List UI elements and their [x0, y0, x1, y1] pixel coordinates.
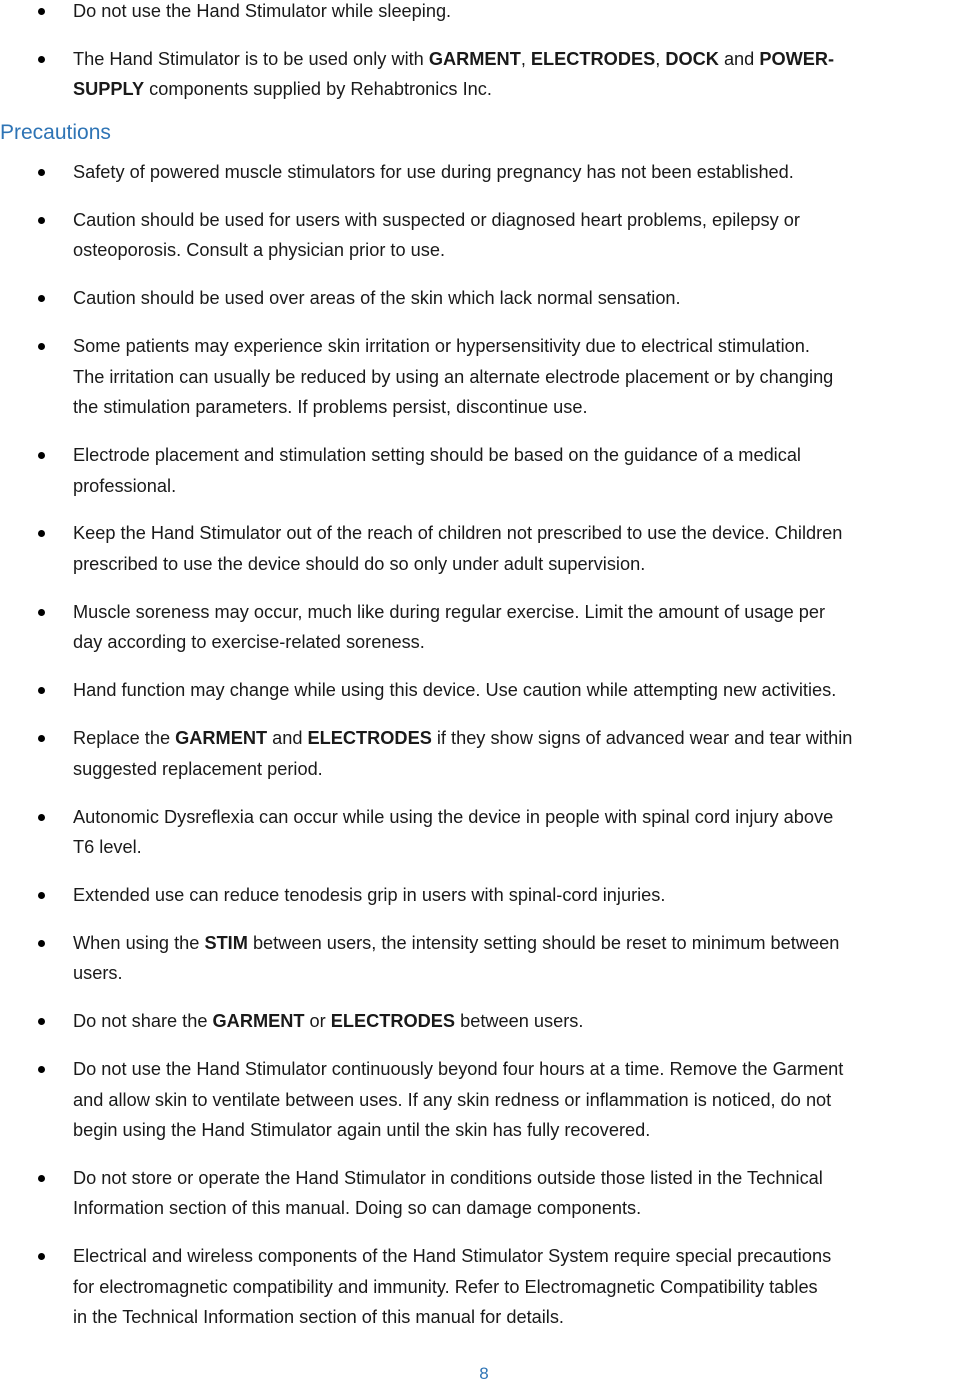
list-text: Muscle soreness may occur, much like during regular exercise. Limit the amount of usage per	[73, 601, 826, 622]
bold-term: ELECTRODES	[330, 1011, 456, 1032]
list-text: and	[718, 48, 760, 69]
bold-term: POWER-	[759, 48, 835, 69]
list-item	[0, 675, 968, 706]
list-text: and allow skin to ventilate between uses. If any skin redness or inflammation is noticed, do not	[73, 1089, 832, 1110]
bold-term: GARMENT	[428, 48, 521, 69]
list-text: Do not store or operate the Hand Stimulator in conditions outside those listed in the Technical	[73, 1167, 823, 1188]
bold-term: DOCK	[665, 48, 719, 69]
bullet-icon	[38, 295, 45, 302]
list-text: The irritation can usually be reduced by using an alternate electrode placement or by changing	[73, 366, 834, 387]
list-text: between users.	[455, 1011, 584, 1032]
page-number: 8	[479, 1364, 489, 1383]
list-item	[0, 723, 968, 784]
bullet-icon	[38, 530, 45, 537]
bullet-icon	[38, 343, 45, 350]
list-item	[0, 880, 968, 911]
list-text: Keep the Hand Stimulator out of the reach of children not prescribed to use the device. Children	[73, 523, 843, 544]
list-text: the stimulation parameters. If problems persist, discontinue use.	[73, 397, 588, 418]
list-text: Extended use can reduce tenodesis grip in users with spinal-cord injuries.	[73, 884, 666, 905]
list-text: suggested replacement period.	[73, 758, 323, 779]
list-text: Replace the	[73, 728, 176, 749]
list-item	[0, 44, 968, 105]
list-text: Safety of powered muscle stimulators for use during pregnancy has not been established.	[73, 162, 794, 182]
list-item	[0, 1163, 968, 1224]
list-text: if they show signs of advanced wear and tear within	[431, 728, 853, 749]
list-item	[0, 1054, 968, 1146]
bullet-icon	[38, 1175, 45, 1182]
bullet-icon	[38, 735, 45, 742]
list-item	[0, 283, 968, 314]
list-text: components supplied by Rehabtronics Inc.	[144, 79, 492, 100]
list-item	[0, 331, 968, 423]
bullet-icon	[38, 1018, 45, 1025]
bullet-icon	[38, 892, 45, 899]
list-text: ,	[655, 48, 666, 69]
bold-term: GARMENT	[212, 1011, 305, 1032]
list-text: in the Technical Information section of this manual for details.	[73, 1307, 564, 1328]
list-item	[0, 440, 968, 501]
bold-term: ELECTRODES	[530, 48, 656, 69]
bullet-icon	[38, 452, 45, 459]
list-text: Electrical and wireless components of the Hand Stimulator System require special precautions	[73, 1246, 832, 1267]
top-bullet-list	[0, 0, 968, 122]
list-text: Information section of this manual. Doing so can damage components.	[73, 1198, 642, 1219]
list-text: Hand function may change while using this device. Use caution while attempting new activities.	[73, 680, 837, 701]
section-heading-precautions: Precautions	[0, 121, 111, 144]
list-text: users.	[73, 963, 123, 984]
list-text: ,	[520, 48, 531, 69]
list-item	[0, 1006, 968, 1037]
list-text: Do not use the Hand Stimulator continuously beyond four hours at a time. Remove the Garment	[73, 1059, 844, 1080]
bullet-icon	[38, 169, 45, 176]
list-text: prescribed to use the device should do so only under adult supervision.	[73, 553, 646, 574]
list-item	[0, 205, 968, 266]
list-text: and	[267, 728, 308, 749]
list-text: or	[304, 1011, 331, 1032]
bullet-icon	[38, 940, 45, 947]
list-item	[0, 802, 968, 863]
bullet-icon	[38, 217, 45, 224]
precautions-list	[0, 157, 968, 1350]
list-text: between users, the intensity setting should be reset to minimum between	[247, 932, 840, 953]
bullet-icon	[38, 56, 45, 63]
list-text: osteoporosis. Consult a physician prior to use.	[73, 240, 446, 261]
list-text: Do not use the Hand Stimulator while sleeping.	[73, 1, 452, 21]
list-text: Some patients may experience skin irritation or hypersensitivity due to electrical stimulation.	[73, 336, 810, 357]
list-text: Do not share the	[73, 1011, 213, 1032]
list-text: Electrode placement and stimulation setting should be based on the guidance of a medical	[73, 445, 801, 466]
bullet-icon	[38, 1066, 45, 1073]
bullet-icon	[38, 8, 45, 15]
list-text: Caution should be used over areas of the skin which lack normal sensation.	[73, 288, 681, 309]
bullet-icon	[38, 687, 45, 694]
list-item	[0, 0, 968, 27]
bold-term: GARMENT	[175, 728, 268, 749]
bold-term: STIM	[204, 932, 248, 953]
bullet-icon	[38, 609, 45, 616]
bold-term: SUPPLY	[73, 79, 145, 100]
list-text: for electromagnetic compatibility and immunity. Refer to Electromagnetic Compatibility tables	[73, 1276, 818, 1297]
bullet-icon	[38, 1253, 45, 1260]
list-text: Caution should be used for users with suspected or diagnosed heart problems, epilepsy or	[73, 209, 800, 230]
list-item	[0, 928, 968, 989]
list-text: professional.	[73, 475, 177, 496]
list-text: begin using the Hand Stimulator again until the skin has fully recovered.	[73, 1120, 651, 1141]
list-item	[0, 1241, 968, 1333]
list-item	[0, 597, 968, 658]
list-text: day according to exercise-related soreness.	[73, 632, 425, 653]
list-text: T6 level.	[73, 837, 142, 858]
list-text: When using the	[73, 932, 205, 953]
list-text: The Hand Stimulator is to be used only with	[73, 48, 429, 69]
list-item	[0, 157, 968, 188]
bold-term: ELECTRODES	[307, 728, 432, 749]
list-item	[0, 518, 968, 579]
list-text: Autonomic Dysreflexia can occur while using the device in people with spinal cord injury above	[73, 806, 834, 827]
bullet-icon	[38, 814, 45, 821]
